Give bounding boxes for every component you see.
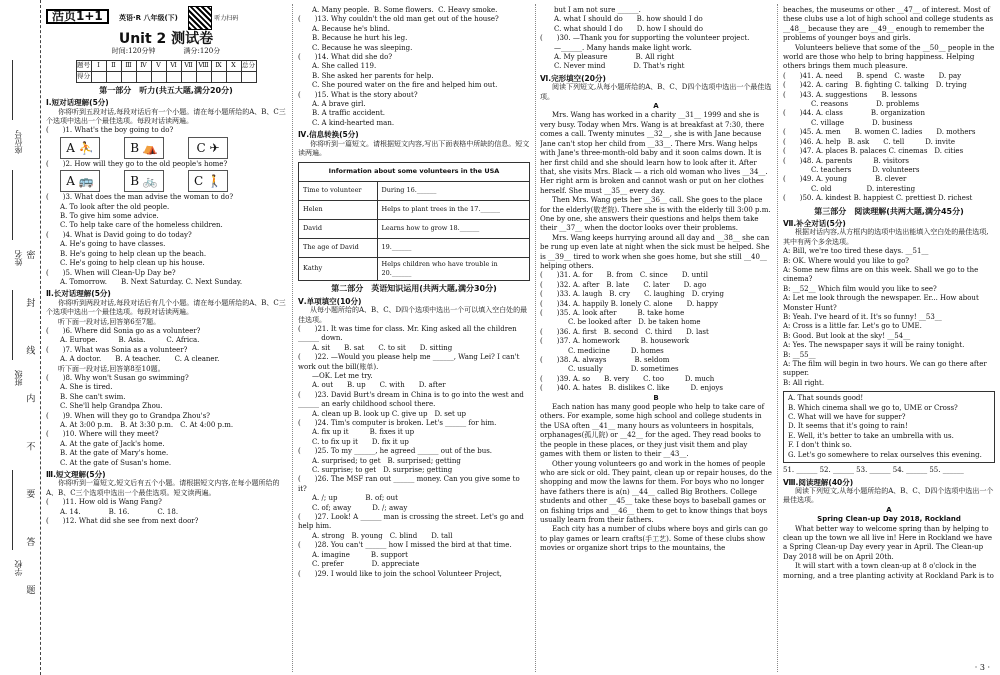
passage-heading: Spring Clean-up Day 2018, Rockland <box>817 515 961 524</box>
question-line: ( )49. A. young B. clever <box>783 175 907 184</box>
option-line: C. A kind-hearted man. <box>312 118 395 127</box>
question-line: ( )44. A. class B. organization <box>783 109 926 118</box>
option-line: A. surprised; to get B. surprised; getting <box>312 456 461 465</box>
score-header-cell: 总分 <box>241 60 256 71</box>
option-line: B. She asked her parents for help. <box>312 71 434 80</box>
option-line: A. A doctor. B. A teacher. C. A cleaner. <box>60 355 220 364</box>
section-heading: Ⅰ.短对话理解(5分) <box>46 98 109 108</box>
question-line: ( )39. A. so B. very C. too D. much <box>540 374 715 383</box>
question-line: ( )7. What was Sonia as a volunteer? <box>46 345 188 354</box>
option-line: A. strong B. young C. blind D. tall <box>312 531 453 540</box>
question-line: ( )29. I would like to join the school Volunteer Project, <box>298 569 502 578</box>
question-line: ( )12. What did she see from next door? <box>46 517 199 526</box>
picture-option[interactable]: C 🚶 <box>188 170 228 192</box>
info-label: The age of David <box>299 238 378 257</box>
option-line: C. To help take care of the homeless children. <box>60 221 223 230</box>
part-heading: 第一部分 听力(共五大题,满分20分) <box>99 85 233 95</box>
question-line: ( )42. A. caring B. fighting C. talking D. trying <box>783 81 967 90</box>
question-line: ( )31. A. for B. from C. since D. until <box>540 271 708 280</box>
question-line: ( )47. A. places B. palaces C. cinemas D. cities <box>783 147 964 156</box>
seal-warning: 密 封 线 内 不 要 答 题 <box>24 250 35 613</box>
option-line: C. Because he was sleeping. <box>312 43 413 52</box>
section-heading: Ⅴ.单项填空(10分) <box>298 296 362 306</box>
column-3 <box>540 6 772 554</box>
option-line: B. At the gate of Mary's home. <box>60 449 169 458</box>
info-value[interactable]: Helps to plant trees in the 17.______ <box>377 200 529 219</box>
question-line: ( )36. A. first B. second C. third D. last <box>540 327 709 336</box>
instruction-text: Then Mrs. Wang gets her __36__ call. She goes to the place for the elderly(敬老院). There she is with the elderly till 3:00 p.m. One by one, she answers their questions and helps them take their __37__ when the doctor looks over their problems. <box>540 196 771 233</box>
picture-options <box>46 137 286 159</box>
score-header-cell: 题号 <box>76 60 91 71</box>
instruction-text: 你将听到一篇短文。请根据短文内容,写出下面表格中所缺的信息。短文读两遍。 <box>298 139 530 158</box>
question-line: B: OK. Where would you like to go? <box>783 256 910 265</box>
question-line: ( )43. A. suggestions B. lessons <box>783 90 917 99</box>
option-line: C. reasons D. problems <box>797 100 920 109</box>
column-1 <box>46 6 286 526</box>
class-line[interactable] <box>12 290 13 360</box>
option-line: B. A traffic accident. <box>312 109 385 118</box>
score-input-cell[interactable] <box>226 71 241 82</box>
passage-heading: B <box>653 393 659 402</box>
option-line: —OK. Let me try. <box>312 371 373 380</box>
option-line: A. what I should do B. how should I do <box>554 15 703 24</box>
question-line: ( )25. To my ______, he agreed ______ out of the bus. <box>298 447 493 456</box>
question-line: B: Good. But look at the sky! __54__ <box>783 331 911 340</box>
seat-line[interactable] <box>12 60 13 120</box>
passage-heading: A <box>886 505 892 514</box>
option-line: C. usually D. sometimes <box>554 365 679 374</box>
question-line: ( )3. What does the man advise the woman to do? <box>46 193 234 202</box>
option-line: —______. Many hands make light work. <box>554 43 692 52</box>
book-meta: 英语·R 八年级(下) <box>119 14 178 22</box>
option-line: B. He's going to help clean up the beach. <box>60 249 207 258</box>
box-option: G. Let's go somewhere to relax ourselves this evening. <box>788 450 982 459</box>
part-heading: 第三部分 阅读理解(共两大题,满分45分) <box>814 206 964 216</box>
option-line: A. Many people. B. Some flowers. C. Heavy smoke. <box>312 6 498 14</box>
box-option: E. Well, it's better to take an umbrella with us. <box>788 431 954 440</box>
option-line: B. She can't swim. <box>60 392 126 401</box>
picture-option[interactable]: B ⛺ <box>124 137 164 159</box>
question-line: A: The film will begin in two hours. We can go there after supper. <box>783 360 987 378</box>
info-row <box>299 219 530 238</box>
option-line: A. Because he's blind. <box>312 24 390 33</box>
instruction-text: 你将听到两段对话,每段对话后有几个小题。请在每小题所给的A、B、C三个选项中选出一个最佳选项。每段对话读两遍。 <box>46 298 286 317</box>
school-label: 学校 <box>14 560 23 576</box>
score-header-cell: Ⅳ <box>136 60 151 71</box>
option-line: A. /; up B. of; out <box>312 494 398 503</box>
question-line: B: Yeah. I've heard of it. It's so funny! __53__ <box>783 313 942 321</box>
school-line[interactable] <box>12 470 13 550</box>
instruction-text: Each nation has many good people who help to take care of others. For example, some high school and college students in the USA often __41__ many hours as volunteers in hospitals, orphanages(孤儿院) or __42__ for the aged. They read books to the people in these places, or they just visit them and play games with them or listen to their __43__. <box>540 403 765 459</box>
option-line: C. Never mind D. That's right <box>554 62 685 71</box>
question-line: B: All right. <box>783 378 825 387</box>
instruction-text: 阅读下列短文,从每小题所给的A、B、C、D四个选项中选出一个最佳选项。 <box>783 486 994 505</box>
question-line: ( )21. It was time for class. Mr. King asked all the children ______ down. <box>298 324 517 343</box>
score-header-cell: Ⅹ <box>226 60 241 71</box>
score-input-cell[interactable] <box>181 71 196 82</box>
question-line: ( )4. What is David going to do today? <box>46 230 192 239</box>
option-line: C. of; away D. /; away <box>312 503 408 512</box>
option-line: C. She poured water on the fire and helped him out. <box>312 81 498 90</box>
option-line: A. imagine B. support <box>312 550 408 559</box>
score-input-cell[interactable] <box>196 71 211 82</box>
qr-caption: 听力扫码 <box>214 15 239 22</box>
instruction-text: Each city has a number of clubs where boys and girls can go to play games or learn crafts(手工艺). Some of these clubs show movies or organize short trips to the mountains, the <box>540 525 768 553</box>
question-line: ( )13. Why couldn't the old man get out of the house? <box>298 15 499 24</box>
question-line: beaches, the museums or other __47__ of interest. Most of these clubs use a lot of high school and college students as __48__ because they are __49__ enough to remember the problems of younger boys and girls. <box>783 6 994 43</box>
info-label: David <box>299 219 378 238</box>
instruction-text: 听下面一段对话,回答第6至7题。 <box>58 317 161 326</box>
instruction-text: Mrs. Wang has worked in a charity __31__ 1999 and she is very busy. Today when Mrs. Wang is at breakfast at 7:30, there comes a call. Twenty minutes __32__, she is with Jane because Jane can't stop her child from __33__. There Mrs. Wang helps with Jane's three-month-old baby and it soon calms down. It is her first child and she should learn how to look after it. After that, she visits Mrs. Black — a rich old woman who lives __34__. Her right arm is broken and cannot wash or put on her clothes herself. She must __35__ every day. <box>540 111 768 195</box>
question-line: A: Cross is a little far. Let's go to UME. <box>783 322 922 331</box>
page-number: · 3 · <box>974 662 990 672</box>
option-line: A. fix up it B. fixes it up <box>312 428 415 437</box>
question-line: ( )35. A. look after B. take home <box>540 309 685 317</box>
question-line: ( )27. Look! A ______ man is crossing the street. Let's go and help him. <box>298 513 524 531</box>
question-line: ( )32. A. after B. late C. later D. ago <box>540 280 707 289</box>
instruction-text: Mrs. Wang keeps hurrying around all day and __38__ she can be rung up even late at night when the sick must be helped. She is __39__ tired to work when she goes home, but she still __40__ helping others. <box>540 233 770 270</box>
option-line: A. out B. up C. with D. after <box>312 381 446 390</box>
option-line: A. At the gate of Jack's home. <box>60 439 165 448</box>
option-line: B. To give him some advice. <box>60 212 159 221</box>
score-input-cell[interactable] <box>106 71 121 82</box>
option-line: C. She'll help Grandpa Zhou. <box>60 402 163 411</box>
name-line[interactable] <box>12 170 13 240</box>
score-input-cell[interactable] <box>241 71 256 82</box>
section-heading: Ⅵ.完形填空(20分) <box>540 73 606 83</box>
section-heading: Ⅷ.阅读理解(40分) <box>783 477 854 487</box>
question-line: A: Bill, we're too tired these days. __51__ <box>783 247 929 256</box>
question-line: ( )37. A. homework B. housework <box>540 337 689 346</box>
score-table <box>76 60 257 83</box>
option-line: C. be looked after D. be taken home <box>554 318 701 327</box>
question-line: ( )24. Tim's computer is broken. Let's ______ for him. <box>298 419 497 427</box>
question-line: B: __52__ Which film would you like to see? <box>783 284 937 293</box>
question-line: 51. ______ 52. ______ 53. ______ 54. ______ 55. ______ <box>783 466 964 475</box>
page-title: Unit 2 测试卷 <box>118 31 214 47</box>
instruction-text: Other young volunteers go and work in the homes of people who are sick or old. They paint, clean up or repair houses, do the shopping and mow the lawns for them. For boys who no longer have fathers there is a(n) __44__ called Big Brothers. College students and other __45__ take these boys to baseball games or on fishing trips and __46__ them to get to know things that boys usually learn from their fathers. <box>540 459 772 524</box>
picture-options <box>46 170 286 192</box>
time-score: 时间:120分钟 满分:120分 <box>111 47 221 56</box>
option-line: A. He's going to have classes. <box>60 240 166 249</box>
picture-option[interactable]: B 🚲 <box>124 170 164 192</box>
score-header-cell: Ⅱ <box>106 60 121 71</box>
instruction-text: 阅读下列短文,从每小题所给的A、B、C、D四个选项中选出一个最佳选项。 <box>540 83 772 101</box>
options-box <box>783 391 995 463</box>
questions-col1 <box>46 86 286 527</box>
question-line: ( )5. When will Clean-Up Day be? <box>46 268 176 277</box>
score-input-cell[interactable] <box>211 71 226 82</box>
option-line: C. surprise; to get D. surprise; getting <box>312 466 453 475</box>
question-line: ( )45. A. men B. women C. ladies D. mothers <box>783 128 976 137</box>
seat-label: 座位号 <box>14 130 23 154</box>
score-input-cell[interactable] <box>151 71 166 82</box>
info-label: Helen <box>299 200 378 219</box>
option-line: C. old D. interesting <box>797 184 916 193</box>
column-2 <box>298 6 530 579</box>
question-line: ( )46. A. help B. ask C. tell D. invite <box>783 137 955 146</box>
question-line: ( )38. A. always B. seldom <box>540 356 670 365</box>
question-line: ( )14. What did she do? <box>298 53 393 62</box>
score-input-cell[interactable] <box>91 71 106 82</box>
instruction-text: 根据对话内容,从方框内的选项中选出能填入空白处的最佳选项,其中有两个多余选项。 <box>783 228 989 246</box>
option-line: C. medicine D. homes <box>554 346 664 355</box>
option-line: A. She called 119. <box>312 62 377 71</box>
box-option: A. That sounds good! <box>788 394 864 403</box>
score-header-cell: Ⅴ <box>151 60 166 71</box>
box-option: D. It seems that it's going to rain! <box>788 422 908 431</box>
question-line: ( )40. A. hates B. dislikes C. like D. enjoys <box>540 384 723 393</box>
question-line: ( )22. —Would you please help me ______, Wang Lei? I can't work out the bill(账单). <box>298 353 520 371</box>
question-line: ( )48. A. parents B. visitors <box>783 156 909 165</box>
score-header-cell: Ⅲ <box>121 60 136 71</box>
part-heading: 第二部分 英语知识运用(共两大题,满分30分) <box>331 284 497 294</box>
box-option: B. Which cinema shall we go to, UME or Cross? <box>788 403 958 412</box>
option-line: C. At the gate of Susan's home. <box>60 458 172 467</box>
section-heading: Ⅱ.长对话理解(5分) <box>46 289 111 299</box>
option-line: A. She is tired. <box>60 383 113 392</box>
picture-option[interactable]: A 🚌 <box>60 170 100 192</box>
section-heading: Ⅳ.信息转换(5分) <box>298 130 359 140</box>
score-header-cell: Ⅰ <box>91 60 106 71</box>
info-row <box>299 257 530 281</box>
option-line: A. A brave girl. <box>312 100 366 109</box>
option-line: C. what should I do D. how I should do <box>554 24 703 33</box>
score-header-cell: Ⅷ <box>196 60 211 71</box>
box-option: C. What will we have for supper? <box>788 413 906 422</box>
question-line: ( )50. A. kindest B. happiest C. prettiest D. richest <box>783 194 973 203</box>
picture-option[interactable]: C ✈ <box>188 137 228 159</box>
brand-logo: 活页1+1 <box>46 9 109 24</box>
option-line: B. Because he hurt his leg. <box>312 34 408 43</box>
class-label: 班级 <box>14 370 23 386</box>
info-label: Kathy <box>299 257 378 281</box>
info-row <box>299 181 530 200</box>
score-label-cell: 得分 <box>76 71 91 82</box>
option-line: C. He's going to help clean up his house. <box>60 259 205 268</box>
question-line: ( )2. How will they go to the old people's home? <box>46 159 228 168</box>
info-value[interactable]: Learns how to grow 18.______ <box>377 219 529 238</box>
picture-option[interactable]: A ⛹ <box>60 137 100 159</box>
question-line: ( )9. When will they go to Grandpa Zhou's? <box>46 411 211 420</box>
question-line: ( )30. —Thank you for supporting the volunteer project. <box>540 34 750 43</box>
instruction-text: 你将听到一篇短文,短文后有五个小题。请根据短文内容,在每小题所给的A、B、C三个选项中选出一个最佳选项。短文读两遍。 <box>46 479 280 497</box>
question-line: ( )6. Where did Sonia go as a volunteer? <box>46 326 201 335</box>
option-line: A. To look after the old people. <box>60 202 170 211</box>
option-line: A. sit B. sat C. to sit D. sitting <box>312 343 453 352</box>
score-input-cell[interactable] <box>121 71 136 82</box>
option-line: C. teachers D. volunteers <box>797 165 920 174</box>
instruction-text: 从每小题所给的A、B、C、D四个选项中选出一个可以填入空白处的最佳选项。 <box>298 306 528 324</box>
instruction-text: 听下面一段对话,回答第8至10题。 <box>58 364 165 373</box>
info-value[interactable]: During 16.______ <box>377 181 529 200</box>
question-line: ( )15. What is the story about? <box>298 90 418 99</box>
question-line: A: Some new films are on this week. Shall we go to the cinema? <box>783 265 979 284</box>
question-line: ( )1. What's the boy going to do? <box>46 126 174 135</box>
info-value[interactable]: 19.______ <box>377 238 529 257</box>
question-line: ( )34. A. happily B. lonely C. alone D. happy <box>540 299 718 308</box>
box-option: F. I don't think so. <box>788 441 852 450</box>
section-heading: Ⅶ.补全对话(5分) <box>783 218 846 228</box>
option-line: C. to fix up it D. fix it up <box>312 437 409 446</box>
section-heading: Ⅲ.短文理解(5分) <box>46 470 106 480</box>
question-line: ( )11. How old is Wang Fang? <box>46 498 162 507</box>
score-input-cell[interactable] <box>136 71 151 82</box>
info-table <box>298 162 530 282</box>
option-line: but I am not sure ______. <box>554 6 641 14</box>
qr-code-icon[interactable] <box>188 6 212 30</box>
option-line: C. village D. business <box>797 118 913 127</box>
option-line: A. clean up B. look up C. give up D. set up <box>312 409 467 418</box>
passage-heading: A <box>653 102 659 111</box>
instruction-text: Volunteers believe that some of the __50__ people in the world are those who help to bring happiness. Helping others brings them much pleasure. <box>783 43 995 71</box>
name-label: 姓名 <box>14 250 23 266</box>
option-line: A. Tomorrow. B. Next Saturday. C. Next Sunday. <box>60 277 243 286</box>
question-line: ( )28. You can't ______ how I missed the bird at that time. <box>298 541 512 550</box>
option-line: C. prefer D. appreciate <box>312 560 420 569</box>
score-header-cell: Ⅸ <box>211 60 226 71</box>
question-line: ( )23. David Burt's dream in China is to go into the west and ______ an early childhood school there. <box>298 390 524 409</box>
info-row <box>299 200 530 219</box>
question-line: A: Let me look through the newspaper. Er... How about Monster Hunt? <box>783 294 979 312</box>
question-line: ( )26. The MSF ran out ______ money. Can you give some to it? <box>298 475 520 493</box>
question-line: A: Yes. The newspaper says it will be rainy tonight. <box>783 341 965 350</box>
question-line: ( )10. Where will they meet? <box>46 430 159 439</box>
instruction-text: It will start with a town clean-up at 8 o'clock in the morning, and a tree planting activity at Rockland Park is to <box>783 562 994 580</box>
info-label: Time to volunteer <box>299 181 378 200</box>
info-table-header: Information about some volunteers in the USA <box>299 162 530 181</box>
option-line: A. My pleasure B. All right <box>554 53 675 62</box>
instruction-text: What better way to welcome spring than by helping to clean up the town we all live in! Here in Rockland we have a Spring Clean-up Day every year in April. The Clean-up Day 2018 will be on April 20th. <box>783 524 993 561</box>
question-line: B: __55__ <box>783 350 816 359</box>
info-row <box>299 238 530 257</box>
option-line: A. At 3:00 p.m. B. At 3:30 p.m. C. At 4:00 p.m. <box>60 421 234 429</box>
score-input-cell[interactable] <box>166 71 181 82</box>
binding-strip <box>0 0 41 675</box>
score-header-cell: Ⅵ <box>166 60 181 71</box>
question-line: ( )33. A. laugh B. cry C. laughing D. crying <box>540 290 725 299</box>
header <box>46 6 286 30</box>
question-line: ( )41. A. need B. spend C. waste D. pay <box>783 71 962 80</box>
question-line: ( )8. Why won't Susan go swimming? <box>46 373 189 382</box>
score-header-cell: Ⅶ <box>181 60 196 71</box>
column-4 <box>783 6 995 581</box>
option-line: A. 14. B. 16. C. 18. <box>60 507 179 516</box>
instruction-text: 你将听到五段对话,每段对话后有一个小题。请在每小题所给的A、B、C三个选项中选出一个最佳选项。每段对话读两遍。 <box>46 107 286 126</box>
info-value[interactable]: Helps children who have trouble in 20.______ <box>377 257 529 281</box>
option-line: A. Europe. B. Asia. C. Africa. <box>60 336 200 345</box>
